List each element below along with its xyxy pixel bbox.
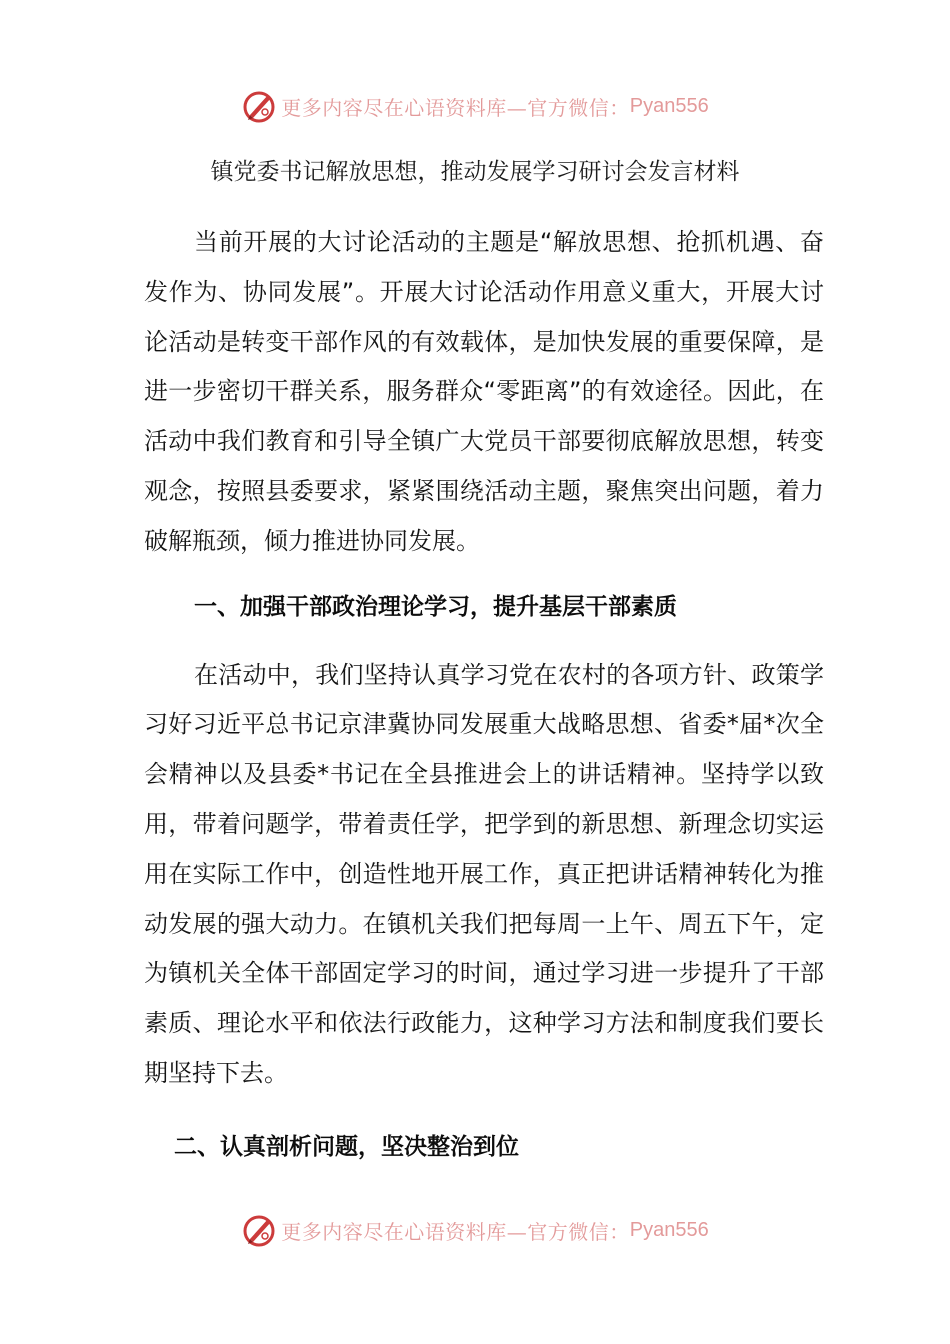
watermark-banner-bottom bbox=[0, 1208, 950, 1252]
pen-logo-icon bbox=[241, 88, 277, 124]
document-title: 镇党委书记解放思想，推动发展学习研讨会发言材料 bbox=[210, 159, 740, 185]
pen-logo-icon bbox=[241, 1212, 277, 1248]
document-body bbox=[144, 218, 824, 1165]
watermark-banner-top bbox=[0, 84, 950, 128]
watermark-text: 更多内容尽在心语资料库—官方微信： bbox=[281, 1219, 630, 1244]
watermark-handle: Pyan556 bbox=[629, 94, 709, 117]
section-1-heading: 一、加强干部政治理论学习，提升基层干部素质 bbox=[194, 593, 677, 620]
watermark-handle: Pyan556 bbox=[629, 1218, 709, 1241]
section-2-heading: 二、认真剖析问题，坚决整治到位 bbox=[174, 1133, 519, 1160]
intro-paragraph: 当前开展的大讨论活动的主题是“解放思想、抢抓机遇、奋发作为、协同发展”。开展大讨论活动作用意义重大，开展大讨论活动是转变干部作风的有效载体，是加快发展的重要保障，是进一步密切干群关系，服务群众“零距离”的有效途径。因此，在活动中我们教育和引导全镇广大党员干部要彻底解放思想，转变观念，按照县委要求，紧紧围绕活动主题，聚焦突出问题，着力破解瓶颈，倾力推进协同发展。 bbox=[144, 228, 824, 555]
watermark-text: 更多内容尽在心语资料库—官方微信： bbox=[281, 95, 630, 120]
section-1-paragraph: 在活动中，我们坚持认真学习党在农村的各项方针、政策学习好习近平总书记京津冀协同发展重大战略思想、省委*届*次全会精神以及县委*书记在全县推进会上的讲话精神。坚持学以致用，带着问题学，带着责任学，把学到的新思想、新理念切实运用在实际工作中，创造性地开展工作，真正把讲话精神转化为推动发展的强大动力。在镇机关我们把每周一上午、周五下午，定为镇机关全体干部固定学习的时间，通过学习进一步提升了干部素质、理论水平和依法行政能力，这种学习方法和制度我们要长期坚持下去。 bbox=[144, 660, 824, 1087]
